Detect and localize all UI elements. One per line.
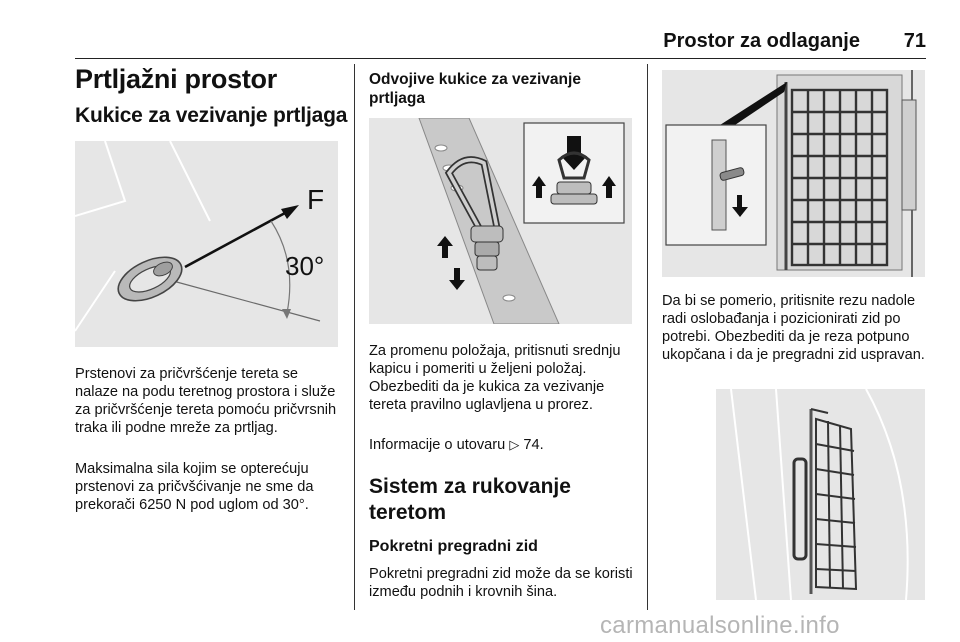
loading-info-page-link[interactable]: 74. [523, 437, 544, 453]
removable-hook-figure [369, 118, 632, 324]
hook-repositioning-instructions: Za promenu položaja, pritisnuti srednju kapicu i pomeriti u željeni položaj. Obezbediti da je kukica za vezivanje tereta pravilno uglavljena u prorez. [369, 343, 621, 413]
header-rule [75, 58, 926, 59]
movable-partition-description: Pokretni pregradni zid može da se koristi između podnih i krovnih šina. [369, 566, 633, 600]
max-force-note: Maksimalna sila kojim se opterećuju prstenovi za pričvšćivanje ne sme da prekorači 6250 N pod uglom od 30°. [75, 461, 314, 513]
column-divider-1 [354, 64, 355, 610]
movable-partition-heading: Pokretni pregradni zid [369, 538, 538, 555]
removable-hooks-heading: Odvojive kukice za vezivanje prtljaga [369, 71, 581, 107]
angle-label: 30° [285, 251, 325, 281]
running-header: Prostor za odlaganje [663, 30, 860, 52]
watermark: carmanualsonline.info [600, 612, 840, 639]
section-title: Kukice za vezivanje prtljaga [75, 104, 348, 127]
partition-move-instructions: Da bi se pomerio, pritisnite rezu nadole radi oslobađanja i pozicionirati zid po potrebi. Obezbediti da je reza potpuno ukopčana i da je pregradni zid uspravan. [662, 293, 925, 363]
loading-info-text: Informacije o utovaru [369, 437, 506, 453]
partition-upright-figure [716, 389, 925, 600]
partition-latch-figure [662, 70, 925, 277]
force-label: F [307, 184, 325, 215]
column-divider-2 [647, 64, 648, 610]
tie-down-ring-figure [75, 141, 338, 347]
cargo-system-heading: Sistem za rukovanje teretom [369, 475, 571, 524]
page-reference-icon[interactable]: ▷ [509, 437, 520, 452]
tie-down-description: Prstenovi za pričvršćenje tereta se nalaze na podu teretnog prostora i služe za pričvršćenje tereta pomoću pričvrsnih traka ili podne mreže za prtljag. [75, 366, 337, 436]
loading-info-reference [369, 436, 639, 454]
page-number: 71 [903, 30, 926, 52]
page-title: Prtljažni prostor [75, 64, 277, 94]
